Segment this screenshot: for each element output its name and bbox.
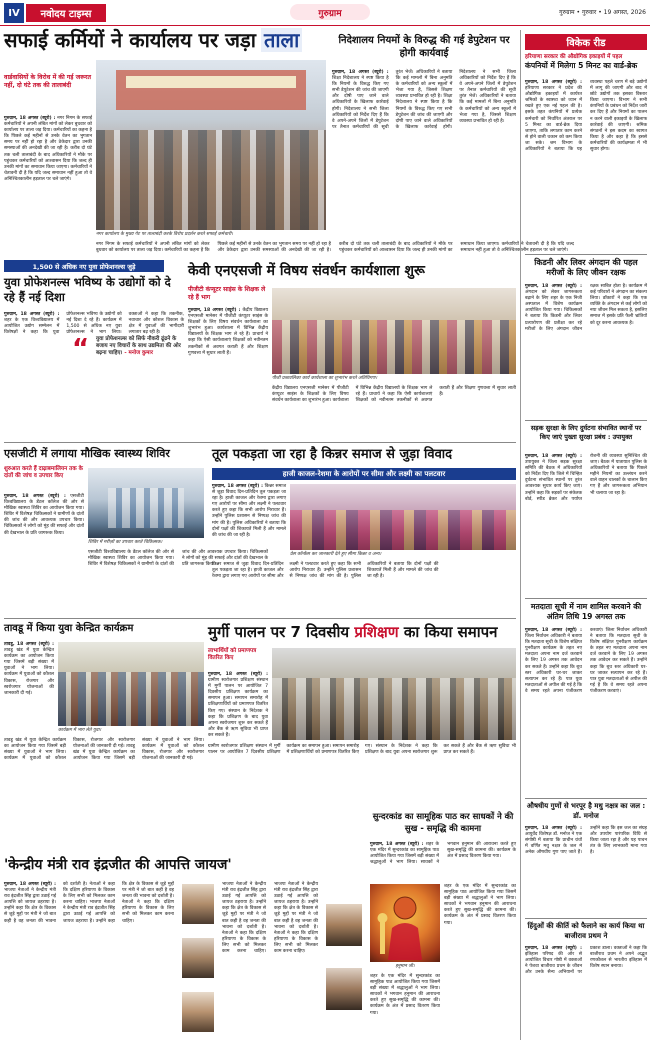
sunderkand-body-bottom [370, 974, 440, 1036]
rc-story4-headline-text: मतदाता सूची में नाम शामिल करवाने की अंतिम तिथि 19 अगस्त तक [530, 602, 642, 621]
sunderkand-body-top [370, 842, 516, 882]
rc-story4-body-text-2: जिला निर्वाचन अधिकारी ने बताया कि मतदाता सूची के विशेष संक्षिप्त पुनरीक्षण कार्यक्रम के तहत नए मतदाता अपना नाम दर्ज करवाने के लिए 19 अगस्त तक आवेदन कर सकते हैं। उन्होंने कहा कि बूथ स्तर अधिकारी घर-घर जाकर सत्यापन कर रहे हैं। पात्र युवा मतदाताओं से अपील की गई है कि वे समय रहते अपना पंजीकरण करवाएं। [590, 628, 647, 694]
youth-quote-mark: “ [72, 334, 90, 364]
poultry-headline-a: मुर्गी पालन पर 7 दिवसीय [208, 623, 350, 641]
sunderkand-headline [370, 810, 516, 838]
kinnar-dateline: गुरुग्राम, 18 अगस्त (ब्यूरो) : [212, 484, 263, 489]
minister-portraits-col1 [178, 884, 218, 1034]
tavdu-body-bottom-text: तावडू खंड में युवा केन्द्रित कार्यक्रम का आयोजन किया गया जिसमें बड़ी संख्या में युवाओं ने भाग लिया। कार्यक्रम में युवाओं को कौशल विकास, रोजगार और स्वरोजगार योजनाओं की जानकारी दी गई। [4, 738, 135, 762]
safai-body-text: नगर निगम के सफाई कर्मचारियों ने अपनी लंबित मांगों को लेकर बुधवार को कार्यालय पर ताला जड़ दिया। कर्मचारियों का कहना है कि पिछले कई महीनों से उनके वेतन का भुगतान समय पर नहीं हो रहा है और ठेकेदार द्वारा उनकी समस्याओं की अनदेखी की जा रही है। करीब दो घंटे तक चली तालाबंदी के बाद अधिकारियों ने मौके पर पहुंचकर कर्मचारियों को आश्वासन दिया कि जल्द ही उनकी मांगों का समाधान किया जाएगा। कर्मचारियों ने चेतावनी दी है कि यदि जल्द समाधान नहीं हुआ तो वे अनिश्चितकालीन हड़ताल पर चले जाएंगे। [4, 116, 92, 182]
youth-headline-text: युवा प्रोफेशनल्स भविष्य के उद्योगों को दे रहे हैं नई दिशा [4, 275, 171, 304]
rc-story2-headline-text: किडनी और लिवर अंगदान की पहल मरीजों के लिए जीवन रक्षक [534, 258, 638, 277]
youth-headline [4, 275, 184, 309]
rc-story4-body [525, 628, 647, 796]
banner-strip [4, 260, 164, 272]
section-tag-label: गुरुग्राम [318, 8, 342, 19]
rc-story1-body-text: हरियाणा सरकार ने प्रदेश की औद्योगिक इकाइयों में कार्यरत श्रमिकों के स्वास्थ्य को ध्यान में रखते हुए एक नई पहल की है। इसके तहत कंपनियों में प्रत्येक कर्मचारी को निर्धारित अंतराल पर 5 मिनट का वार्ड-ब्रेक दिया जाएगा, ताकि लगातार काम करने से होने वाली थकान को कम किया जा सके। श्रम विभाग के अधिकारियों ने बताया कि यह व्यवस्था पहले चरण में बड़े उद्योगों में लागू की जाएगी और बाद में छोटे उद्योगों तक इसका विस्तार किया जाएगा। विभाग ने सभी कंपनियों के प्रबंधन को निर्देश जारी कर दिए हैं और नियमों का पालन न करने वाली इकाइयों के खिलाफ कार्रवाई की जाएगी। श्रमिक संगठनों ने इस कदम का स्वागत किया है और कहा है कि इससे कर्मचारियों की कार्यक्षमता में भी सुधार होगा। [525, 80, 647, 153]
rc-story1-h2: कंपनियों में मिलेगा 5 मिनट का वार्ड-ब्रेक [525, 61, 638, 70]
directorate-body [332, 70, 516, 256]
directorate-body-text: शिक्षा निदेशालय ने स्पष्ट किया है कि नियमों के विरुद्ध किए गए सभी डेपुटेशन की जांच की जाएगी और दोषी पाए जाने वाले अधिकारियों के खिलाफ कार्रवाई होगी। निदेशालय ने सभी जिला अधिकारियों को निर्देश दिए हैं कि वे अपने-अपने जिलों में डेपुटेशन पर तैनात कर्मचारियों की सूची तुरंत भेजें। अधिकारियों ने बताया कि कई मामलों में बिना अनुमति के कर्मचारियों को अन्य स्कूलों में भेजा गया है, जिससे शिक्षण व्यवस्था प्रभावित हो रही है। [332, 70, 453, 130]
kv-body-right-text: केंद्रीय विद्यालय एनएसजी मानेसर में पीजीटी कंप्यूटर साइंस के शिक्षकों के लिए विषय संवर्धन कार्यशाला का शुभारंभ हुआ। कार्यशाला में विभिन्न केंद्रीय विद्यालयों के शिक्षक भाग ले रहे हैं। प्राचार्य ने कहा कि ऐसी कार्यशालाएं शिक्षकों को नवीनतम तकनीकों से अवगत कराती हैं और शिक्षण गुणवत्ता में सुधार लाती हैं। [272, 386, 516, 404]
rc-story4-body-text: जिला निर्वाचन अधिकारी ने बताया कि मतदाता सूची के विशेष संक्षिप्त पुनरीक्षण कार्यक्रम के तहत नए मतदाता अपना नाम दर्ज करवाने के लिए 19 अगस्त तक आवेदन कर सकते हैं। उन्होंने कहा कि बूथ स्तर अधिकारी घर-घर जाकर सत्यापन कर रहे हैं। पात्र युवा मतदाताओं से अपील की गई है कि वे समय रहते अपना पंजीकरण करवाएं। [525, 628, 604, 694]
paper-name-box [26, 4, 106, 22]
rc-story3-dateline: गुरुग्राम, 18 अगस्त (ब्यूरो) : [525, 454, 582, 459]
rc-story6-headline [525, 922, 647, 944]
youth-dateline: गुरुग्राम, 18 अगस्त (ब्यूरो) : [4, 312, 60, 317]
minister-body-text: भाजपा नेताओं ने केन्द्रीय मंत्री राव इंद्रजीत सिंह द्वारा उठाई गई आपत्ति को जायज ठहराया है। उन्होंने कहा कि क्षेत्र के विकास से जुड़े मुद्दों पर मंत्री ने जो बात कही है वह जनता की भावना को दर्शाती है। नेताओं ने कहा कि दक्षिण हरियाणा के विकास के लिए सभी को मिलकर काम करना चाहिए। [4, 882, 115, 924]
minister-headline [4, 856, 364, 878]
sunderkand-dateline: गुरुग्राम, 18 अगस्त (ब्यूरो) : [370, 842, 424, 847]
minister-body-left [4, 882, 174, 1036]
kinnar-caption [290, 552, 516, 560]
directorate-headline [332, 34, 516, 66]
sunderkand-body-right [444, 884, 516, 1036]
rc-story6-dateline: गुरुग्राम, 18 अगस्त (ब्यूरो) : [525, 946, 582, 951]
kinnar-body-text: किन्नर समाज से जुड़ा विवाद दिन-प्रतिदिन तूल पकड़ता जा रहा है। हाजी काजल और रेशमा द्वारा लगाए गए आरोपों पर सीमा और लक्ष्मी ने पलटवार करते हुए कहा कि सभी आरोप निराधार हैं। उन्होंने पुलिस प्रशासन से निष्पक्ष जांच की मांग की है। पुलिस अधिकारियों ने बताया कि दोनों पक्षों की शिकायतें मिली हैं और मामले की जांच की जा रही है। [212, 484, 286, 538]
poultry-sub-text: लाभार्थियों को प्रमाणपत्र वितरित किए [208, 648, 257, 661]
tavdu-caption-text: कार्यक्रम में भाग लेते युवा। [58, 728, 102, 733]
safai-dateline: गुरुग्राम, 18 अगस्त (ब्यूरो) : [4, 116, 56, 121]
rc-story6-body-text: इतिहास परिषद की ओर से आयोजित विचार गोष्ठी में वक्ताओं ने पेशवा बाजीराव प्रथम के जीवन और उनके सैन्य अभियानों पर प्रकाश डाला। वक्ताओं ने कहा कि बाजीराव प्रथम ने अपने अद्भुत रणकौशल से भारतीय इतिहास में विशेष स्थान बनाया। [525, 946, 647, 976]
rc-story4-headline [525, 602, 647, 626]
rc-story5-headline-text: औषधीय गुणों से भरपूर है मधु नक्षत्र का जल : डॉ. मनोज [526, 802, 646, 820]
kinnar-body-right [212, 562, 516, 614]
rc-story5-dateline: गुरुग्राम, 18 अगस्त (ब्यूरो) : [525, 826, 582, 831]
kv-dateline: गुरुग्राम, 18 अगस्त (ब्यूरो) : [188, 308, 241, 313]
kv-headline [188, 262, 516, 284]
directorate-headline-text: निदेशालय नियमों के विरुद्ध की गई डेपुटेशन पर होगी कार्यवाई [338, 35, 510, 59]
sunderkand-caption-text: हनुमान जी। [395, 964, 415, 969]
sgt-photo [88, 468, 204, 538]
kinnar-body-left [212, 484, 286, 550]
tavdu-dateline: तावडू, 18 अगस्त (ब्यूरो) : [4, 642, 54, 647]
right-section-title [525, 34, 647, 50]
kinnar-sub-text: हाजी काजल-रेशमा के आरोपों पर सीमा और लक्ष्मी का पलटवार [282, 469, 446, 478]
tavdu-body-bottom-text-2: तावडू खंड में युवा केन्द्रित कार्यक्रम का आयोजन किया गया जिसमें बड़ी संख्या में युवाओं ने भाग लिया। कार्यक्रम में युवाओं को कौशल विकास, रोजगार और स्वरोजगार योजनाओं की जानकारी दी गई। [73, 738, 204, 762]
rc-story3-headline [525, 424, 647, 452]
minister-body-mid-text: भाजपा नेताओं ने केन्द्रीय मंत्री राव इंद्रजीत सिंह द्वारा उठाई गई आपत्ति को जायज ठहराया है। उन्होंने कहा कि क्षेत्र के विकास से जुड़े मुद्दों पर मंत्री ने जो बात कही है वह जनता की भावना को दर्शाती है। नेताओं ने कहा कि दक्षिण हरियाणा के विकास के लिए सभी को मिलकर काम करना चाहिए। [222, 882, 266, 955]
sunderkand-body-bottom-text: शहर के एक मंदिर में सुन्दरकांड का सामूहिक पाठ आयोजित किया गया जिसमें बड़ी संख्या में श्रद्धालुओं ने भाग लिया। साधकों ने भगवान हनुमान की आराधना करते हुए सुख-समृद्धि की कामना की। कार्यक्रम के अंत में प्रसाद वितरण किया गया। [370, 974, 440, 1016]
tavdu-body-bottom [4, 738, 204, 850]
safai-body-continued [96, 242, 574, 256]
paper-name: नवोदय टाइम्स [40, 9, 92, 20]
youth-quote [96, 336, 184, 386]
right-section-title-text: विकेक रीड [566, 38, 606, 49]
portrait-2 [182, 938, 214, 978]
kinnar-sub [212, 468, 516, 480]
sunderkand-caption [370, 964, 440, 972]
tavdu-headline-text: तावडू में किया युवा केन्द्रित कार्यक्रम [4, 623, 134, 634]
sgt-body-text: एसजीटी विश्वविद्यालय के डेंटल कॉलेज की ओर से मौखिक स्वास्थ्य शिविर का आयोजन किया गया। शिविर में विशेषज्ञ चिकित्सकों ने ग्रामीणों के दांतों की जांच की और आवश्यक उपचार किया। चिकित्सकों ने लोगों को मुंह की सफाई और दांतों की देखभाल के प्रति जागरूक किया। [4, 494, 84, 536]
headline-safai-tail: ताला [261, 28, 302, 52]
kv-body-text: केंद्रीय विद्यालय एनएसजी मानेसर में पीजीटी कंप्यूटर साइंस के शिक्षकों के लिए विषय संवर्धन कार्यशाला का शुभारंभ हुआ। कार्यशाला में विभिन्न केंद्रीय विद्यालयों के शिक्षक भाग ले रहे हैं। प्राचार्य ने कहा कि ऐसी कार्यशालाएं शिक्षकों को नवीनतम तकनीकों से अवगत कराती हैं और शिक्षण गुणवत्ता में सुधार लाती हैं। [188, 308, 268, 356]
safai-body-cont-text: नगर निगम के सफाई कर्मचारियों ने अपनी लंबित मांगों को लेकर बुधवार को कार्यालय पर ताला जड़ दिया। कर्मचारियों का कहना है कि पिछले कई महीनों से उनके वेतन का भुगतान समय पर नहीं हो रहा है और ठेकेदार द्वारा उनकी समस्याओं की अनदेखी की जा रही है। करीब दो घंटे तक चली तालाबंदी के बाद अधिकारियों ने मौके पर पहुंचकर कर्मचारियों को आश्वासन दिया कि जल्द ही उनकी मांगों का समाधान किया जाएगा। कर्मचारियों ने चेतावनी दी है कि यदि जल्द समाधान नहीं हुआ तो वे अनिश्चितकालीन हड़ताल पर चले जाएंगे। [96, 242, 574, 254]
minister-body-mid [222, 882, 318, 1036]
tavdu-caption [58, 728, 204, 736]
tavdu-body-text: तावडू खंड में युवा केन्द्रित कार्यक्रम का आयोजन किया गया जिसमें बड़ी संख्या में युवाओं ने भाग लिया। कार्यक्रम में युवाओं को कौशल विकास, रोजगार और स्वरोजगार योजनाओं की जानकारी दी गई। [4, 648, 54, 696]
kv-caption-text: पीजी प्रश्नावलिका कार्य कार्यशाला का शुभारंभ करते अतिथिगण। [272, 376, 378, 381]
minister-dateline: गुरुग्राम, 18 अगस्त (ब्यूरो) : [4, 882, 56, 887]
rc-story3-body [525, 454, 647, 596]
poultry-body-text: ग्रामीण स्वरोजगार प्रशिक्षण संस्थान में मुर्गी पालन पर आयोजित 7 दिवसीय प्रशिक्षण कार्यक्रम का समापन हुआ। समापन समारोह में प्रशिक्षणार्थियों को प्रमाणपत्र वितरित किए गए। संस्थान के निदेशक ने कहा कि प्रशिक्षण के बाद युवा अपना स्वरोजगार शुरू कर सकते हैं और बैंक से ऋण सुविधा भी प्राप्त कर सकते हैं। [208, 678, 268, 738]
tavdu-body-left [4, 642, 54, 726]
kinnar-caption-text: प्रेस कॉन्फ्रेंस कर जानकारी देते हुए सीमा किन्नर व अन्य। [290, 552, 382, 557]
headline-safai-main: सफाई कर्मियों ने कार्यालय पर जड़ा [4, 28, 256, 52]
directorate-body-text-2: शिक्षा निदेशालय ने स्पष्ट किया है कि नियमों के विरुद्ध किए गए सभी डेपुटेशन की जांच की जाएगी और दोषी पाए जाने वाले अधिकारियों के खिलाफ कार्रवाई होगी। निदेशालय ने सभी जिला अधिकारियों को निर्देश दिए हैं कि वे अपने-अपने जिलों में डेपुटेशन पर तैनात कर्मचारियों की सूची तुरंत भेजें। अधिकारियों ने बताया कि कई मामलों में बिना अनुमति के कर्मचारियों को अन्य स्कूलों में भेजा गया है, जिससे शिक्षण व्यवस्था प्रभावित हो रही है। [395, 70, 516, 130]
rc-story1-dateline: गुरुग्राम, 18 अगस्त (ब्यूरो) : [525, 80, 582, 85]
rc-story1-headline [525, 54, 647, 78]
kinnar-photo [290, 484, 516, 550]
kv-caption [272, 376, 516, 384]
page-number: IV [8, 7, 20, 19]
sgt-dateline: गुरुग्राम, 18 अगस्त (ब्यूरो) : [4, 494, 66, 499]
directorate-dateline: गुरुग्राम, 18 अगस्त (ब्यूरो) : [332, 70, 389, 75]
portrait-3 [182, 992, 214, 1032]
poultry-body-bottom-text: ग्रामीण स्वरोजगार प्रशिक्षण संस्थान में मुर्गी पालन पर आयोजित 7 दिवसीय प्रशिक्षण कार्यक्रम का समापन हुआ। समापन समारोह में प्रशिक्षणार्थियों को प्रमाणपत्र वितरित किए गए। संस्थान के निदेशक ने कहा कि प्रशिक्षण के बाद युवा अपना स्वरोजगार शुरू कर सकते हैं और बैंक से ऋण सुविधा भी प्राप्त कर सकते हैं। [208, 744, 516, 756]
sgt-body-left [4, 494, 84, 614]
kv-sub [188, 286, 268, 306]
directorate-box [332, 34, 516, 256]
masthead [0, 0, 650, 26]
sunderkand-body-text: शहर के एक मंदिर में सुन्दरकांड का सामूहिक पाठ आयोजित किया गया जिसमें बड़ी संख्या में श्रद्धालुओं ने भाग लिया। साधकों ने भगवान हनुमान की आराधना करते हुए सुख-समृद्धि की कामना की। कार्यक्रम के अंत में प्रसाद वितरण किया गया। [370, 842, 516, 866]
page-number-badge [4, 3, 24, 23]
safai-caption-text: नगर कार्यालय के मुख्य गेट पर तालाबंदी करके विरोध प्रदर्शन करते सफाई कर्मचारी। [96, 232, 233, 237]
sgt-sub [4, 466, 84, 492]
rc-story6-headline-text: हिंदुओं की कीर्ति को फैलाने का कार्य किया था बाजीराव प्रथम ने [527, 922, 645, 940]
rc-story2-body [525, 284, 647, 418]
minister-portraits-col2 [322, 884, 366, 1034]
youth-quote-author: - मनोज कुमार [124, 350, 153, 356]
rc-story2-body-text: अंगदान को लेकर जागरूकता बढ़ाने के लिए शहर के एक निजी अस्पताल में विशेष कार्यक्रम आयोजित किया गया। चिकित्सकों ने बताया कि किडनी और लिवर प्रत्यारोपण की प्रतीक्षा कर रहे मरीजों के लिए अंगदान जीवन रक्षक साबित होता है। कार्यक्रम में कई परिवारों ने अंगदान का संकल्प लिया। डॉक्टरों ने कहा कि एक व्यक्ति के अंगदान से कई लोगों को नया जीवन मिल सकता है, इसलिए समाज में इसके प्रति फैली भ्रांतियों को दूर करना आवश्यक है। [525, 284, 648, 332]
kv-photo [272, 288, 516, 374]
poultry-headline-b: प्रशिक्षण [354, 623, 399, 641]
sunderkand-headline-text: सुन्दरकांड का सामूहिक पाठ कर साधकों ने की सुख - समृद्धि की कामना [372, 811, 514, 833]
rc-story1-h1: हरियाणा सरकार की औद्योगिक इकाइयों में पहल [525, 54, 623, 60]
rc-story6-body [525, 946, 647, 1036]
rc-story3-headline-text: सड़क सुरक्षा के लिए दुर्घटना संभावित स्थानों पर किए जाएं पुख्ता सुरक्षा प्रबंध : उपायुक्त [530, 424, 642, 441]
poultry-headline [208, 622, 516, 644]
section-tag [290, 4, 370, 20]
sgt-headline-text: एसजीटी में लगाया मौखिक स्वास्थ्य शिविर [4, 447, 170, 460]
sgt-body-right-text: एसजीटी विश्वविद्यालय के डेंटल कॉलेज की ओर से मौखिक स्वास्थ्य शिविर का आयोजन किया गया। शिविर में विशेषज्ञ चिकित्सकों ने ग्रामीणों के दांतों की जांच की और आवश्यक उपचार किया। चिकित्सकों ने लोगों को मुंह की सफाई और दांतों की देखभाल के प्रति जागरूक किया। [88, 550, 268, 568]
kv-sub-text: पीजीटी कंप्यूटर साइंस के शिक्षक ले रहे हैं भाग [188, 286, 266, 301]
minister-body-text-2: भाजपा नेताओं ने केन्द्रीय मंत्री राव इंद्रजीत सिंह द्वारा उठाई गई आपत्ति को जायज ठहराया है। उन्होंने कहा कि क्षेत्र के विकास से जुड़े मुद्दों पर मंत्री ने जो बात कही है वह जनता की भावना को दर्शाती है। नेताओं ने कहा कि दक्षिण हरियाणा के विकास के लिए सभी को मिलकर काम करना चाहिए। [63, 882, 174, 924]
sgt-caption-text: शिविर में मरीज़ों का उपचार करते चिकित्सक। [88, 540, 163, 545]
tavdu-headline [4, 622, 204, 638]
kv-body-right [272, 386, 516, 438]
rc-story3-body-text: उपायुक्त ने जिला सड़क सुरक्षा समिति की बैठक में अधिकारियों को निर्देश दिए कि जिले में चिन्हित दुर्घटना संभावित स्थानों पर तुरंत आवश्यक सुधार कार्य किए जाएं। उन्होंने कहा कि सड़कों पर संकेतक बोर्ड, स्पीड ब्रेकर और पर्याप्त रोशनी की व्यवस्था सुनिश्चित की जाए। बैठक में यातायात पुलिस के अधिकारियों ने बताया कि पिछले महीने नियमों का उल्लंघन करने वाले वाहन चालकों के चालान किए गए हैं और जागरूकता अभियान भी चलाया जा रहा है। [525, 454, 647, 502]
minister-body-mid-text-2: भाजपा नेताओं ने केन्द्रीय मंत्री राव इंद्रजीत सिंह द्वारा उठाई गई आपत्ति को जायज ठहराया है। उन्होंने कहा कि क्षेत्र के विकास से जुड़े मुद्दों पर मंत्री ने जो बात कही है वह जनता की भावना को दर्शाती है। नेताओं ने कहा कि दक्षिण हरियाणा के विकास के लिए सभी को मिलकर काम करना चाहिए। [274, 882, 318, 955]
sunderkand-photo [370, 884, 440, 962]
poultry-sub [208, 648, 268, 670]
kv-body-left [188, 308, 268, 438]
minister-headline-text: 'केन्द्रीय मंत्री राव इंद्रजीत की आपत्ति जायज' [4, 857, 232, 873]
date-line-text: गुरुग्राम • गुरुवार • 19 अगस्त, 2026 [559, 9, 646, 16]
safai-photo [96, 60, 326, 230]
poultry-photo [272, 648, 516, 740]
sgt-headline [4, 446, 204, 464]
sunderkand-body-right-text: शहर के एक मंदिर में सुन्दरकांड का सामूहिक पाठ आयोजित किया गया जिसमें बड़ी संख्या में श्रद्धालुओं ने भाग लिया। साधकों ने भगवान हनुमान की आराधना करते हुए सुख-समृद्धि की कामना की। कार्यक्रम के अंत में प्रसाद वितरण किया गया। [444, 884, 516, 926]
right-column [520, 30, 646, 1040]
rc-story1-body [525, 80, 647, 252]
hanuman-figure-icon [370, 884, 440, 962]
portrait-1 [182, 884, 214, 924]
rc-story5-body-text: आयुर्वेद विशेषज्ञ डॉ. मनोज ने एक संगोष्ठी में बताया कि प्राचीन ग्रंथों में वर्णित मधु नक्षत्र के जल में अनेक औषधीय गुण पाए जाते हैं। उन्होंने कहा कि इस जल का संग्रह और उपयोग पारंपरिक विधि से किया जाता रहा है और यह पाचन तंत्र के लिए लाभकारी माना गया है। [525, 826, 647, 856]
poultry-body-bottom [208, 744, 516, 804]
poultry-headline-c: का किया समापन [403, 623, 498, 641]
tavdu-photo [58, 642, 204, 726]
safai-sub [4, 74, 92, 114]
youth-body-text: शहर के एक विश्वविद्यालय में आयोजित उद्योग सम्मेलन में विशेषज्ञों ने कहा कि युवा प्रोफेशनल्स भविष्य के उद्योगों को नई दिशा दे रहे हैं। कार्यक्रम में 1,500 से अधिक नए युवा प्रोफेशनल्स ने भाग लिया। वक्ताओं ने कहा कि तकनीक, नवाचार और कौशल विकास के क्षेत्र में युवाओं की भागीदारी लगातार बढ़ रही है। [4, 312, 184, 336]
kinnar-headline [212, 446, 516, 466]
rc-story2-dateline: गुरुग्राम, 18 अगस्त (ब्यूरो) : [525, 284, 582, 289]
youth-quote-text: युवा प्रोफेशनल्स को सिर्फ नौकरी ढूंढने के बजाय नए विचारों के साथ उद्यमिता की ओर बढ़ना चाहिए। [96, 336, 181, 356]
sgt-caption [88, 540, 204, 548]
kinnar-body-right-text: किन्नर समाज से जुड़ा विवाद दिन-प्रतिदिन तूल पकड़ता जा रहा है। हाजी काजल और रेशमा द्वारा लगाए गए आरोपों पर सीमा और लक्ष्मी ने पलटवार करते हुए कहा कि सभी आरोप निराधार हैं। उन्होंने पुलिस प्रशासन से निष्पक्ष जांच की मांग की है। पुलिस अधिकारियों ने बताया कि दोनों पक्षों की शिकायतें मिली हैं और मामले की जांच की जा रही है। [212, 562, 439, 580]
portrait-4 [326, 904, 362, 946]
safai-body [4, 116, 92, 228]
date-line [500, 8, 646, 20]
poultry-dateline: गुरुग्राम, 18 अगस्त (ब्यूरो) : [208, 672, 268, 677]
portrait-5 [326, 968, 362, 1010]
safai-sub-text: वार्डवासियों के विरोध में की गई जरूरत नहीं, दो घंटे तक की तालाबंदी [4, 74, 92, 89]
kv-headline-text: केवी एनएसजी में विषय संवर्धन कार्यशाला शुरू [188, 263, 425, 279]
kinnar-headline-text: तूल पकड़ता जा रहा है किन्नर समाज से जुड़ा विवाद [212, 447, 453, 462]
banner-strip-text: 1,500 से अधिक नए युवा प्रोफेशनल्स जुड़े [32, 262, 136, 271]
rc-story2-headline [525, 258, 647, 282]
sgt-sub-text: शुरुआत करते हैं दाढ़ाबमालियन तक के दांतों की जांच व उपचार किए [4, 466, 83, 479]
rc-story5-headline [525, 802, 647, 824]
rc-story4-dateline: गुरुग्राम, 18 अगस्त (ब्यूरो) : [525, 628, 582, 633]
rc-story5-body [525, 826, 647, 916]
